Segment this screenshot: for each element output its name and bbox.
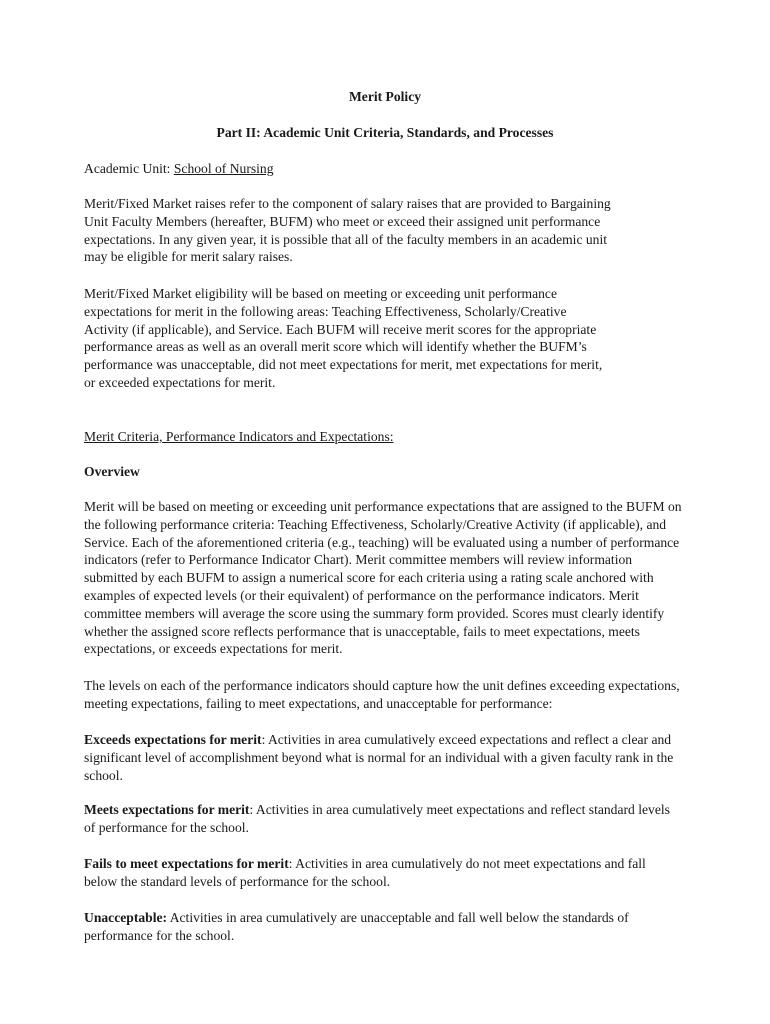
text-line: whether the assigned score reflects performance that is unacceptable, fails to meet expectations, meets xyxy=(84,623,640,639)
text-line: examples of expected levels (or their equivalent) of performance on the performance indicators. Merit xyxy=(84,587,639,603)
academic-unit-line xyxy=(84,160,274,178)
definition-term: Exceeds expectations for merit xyxy=(84,732,262,747)
academic-unit-label: Academic Unit: xyxy=(84,161,174,176)
paragraph-eligibility xyxy=(84,285,602,392)
text-line: performance areas as well as an overall merit score which will identify whether the BUFM’s xyxy=(84,339,587,355)
definition-term: Fails to meet expectations for merit xyxy=(84,856,289,871)
overview-heading: Overview xyxy=(84,464,140,479)
text-line: Unit Faculty Members (hereafter, BUFM) who meet or exceed their assigned unit performance xyxy=(84,213,601,229)
definition-exceeds xyxy=(84,731,673,784)
page-title: Merit Policy xyxy=(348,89,422,104)
text-line: below the standard levels of performance for the school. xyxy=(84,873,391,889)
text-line: Service. Each of the aforementioned criteria (e.g., teaching) will be evaluated using a number of performance xyxy=(84,534,680,550)
text-line: school. xyxy=(84,767,123,783)
text-line: meeting expectations, failing to meet expectations, and unacceptable for performance: xyxy=(84,695,553,711)
text-line: may be eligible for merit salary raises. xyxy=(84,249,293,265)
page-subtitle: Part II: Academic Unit Criteria, Standards, and Processes xyxy=(216,125,554,140)
text-line: Merit/Fixed Market eligibility will be based on meeting or exceeding unit performance xyxy=(84,286,558,301)
definition-text: : Activities in area cumulatively do not meet expectations and fall xyxy=(288,856,646,871)
definition-text: : Activities in area cumulatively meet expectations and reflect standard levels xyxy=(249,802,670,817)
text-line: expectations for merit in the following areas: Teaching Effectiveness, Scholarly/Creative xyxy=(84,303,567,319)
definition-text: : Activities in area cumulatively exceed expectations and reflect a clear and xyxy=(261,732,672,747)
text-line: Merit/Fixed Market raises refer to the component of salary raises that are provided to Bargaining xyxy=(84,196,611,211)
text-line: Activity (if applicable), and Service. Each BUFM will receive merit scores for the appropriate xyxy=(84,321,597,337)
definition-unacceptable xyxy=(84,909,629,945)
text-line: expectations, or exceeds expectations for merit. xyxy=(84,641,343,657)
text-line: significant level of accomplishment beyond what is normal for an individual with a given faculty rank in the xyxy=(84,749,674,765)
text-line: Merit will be based on meeting or exceeding unit performance expectations that are assigned to the BUFM on xyxy=(84,499,682,514)
text-line: submitted by each BUFM to assign a numerical score for each criteria using a rating scale anchored with xyxy=(84,570,654,586)
text-line: performance was unacceptable, did not meet expectations for merit, met expectations for merit, xyxy=(84,357,603,373)
text-line: or exceeded expectations for merit. xyxy=(84,374,276,390)
text-line: performance for the school. xyxy=(84,927,235,943)
definition-fails xyxy=(84,855,646,891)
text-line: The levels on each of the performance indicators should capture how the unit defines exceeding expectations, xyxy=(84,678,680,693)
section-heading: Merit Criteria, Performance Indicators and Expectations: xyxy=(84,429,394,444)
text-line: of performance for the school. xyxy=(84,819,249,835)
definition-term: Unacceptable: xyxy=(84,910,168,925)
paragraph-levels xyxy=(84,677,680,713)
text-line: the following performance criteria: Teaching Effectiveness, Scholarly/Creative Activity (if applicable), and xyxy=(84,516,667,532)
paragraph-raises xyxy=(84,195,611,266)
text-line: indicators (refer to Performance Indicator Chart). Merit committee members will review information xyxy=(84,552,633,568)
definition-term: Meets expectations for merit xyxy=(84,802,250,817)
definition-meets xyxy=(84,801,670,837)
text-line: committee members will average the score using the summary form provided. Scores must clearly identify xyxy=(84,605,665,621)
definition-text: Activities in area cumulatively are unacceptable and fall well below the standards of xyxy=(167,910,629,925)
academic-unit-value: School of Nursing xyxy=(173,161,274,176)
paragraph-overview xyxy=(84,498,682,658)
text-line: expectations. In any given year, it is possible that all of the faculty members in an academic unit xyxy=(84,231,608,247)
